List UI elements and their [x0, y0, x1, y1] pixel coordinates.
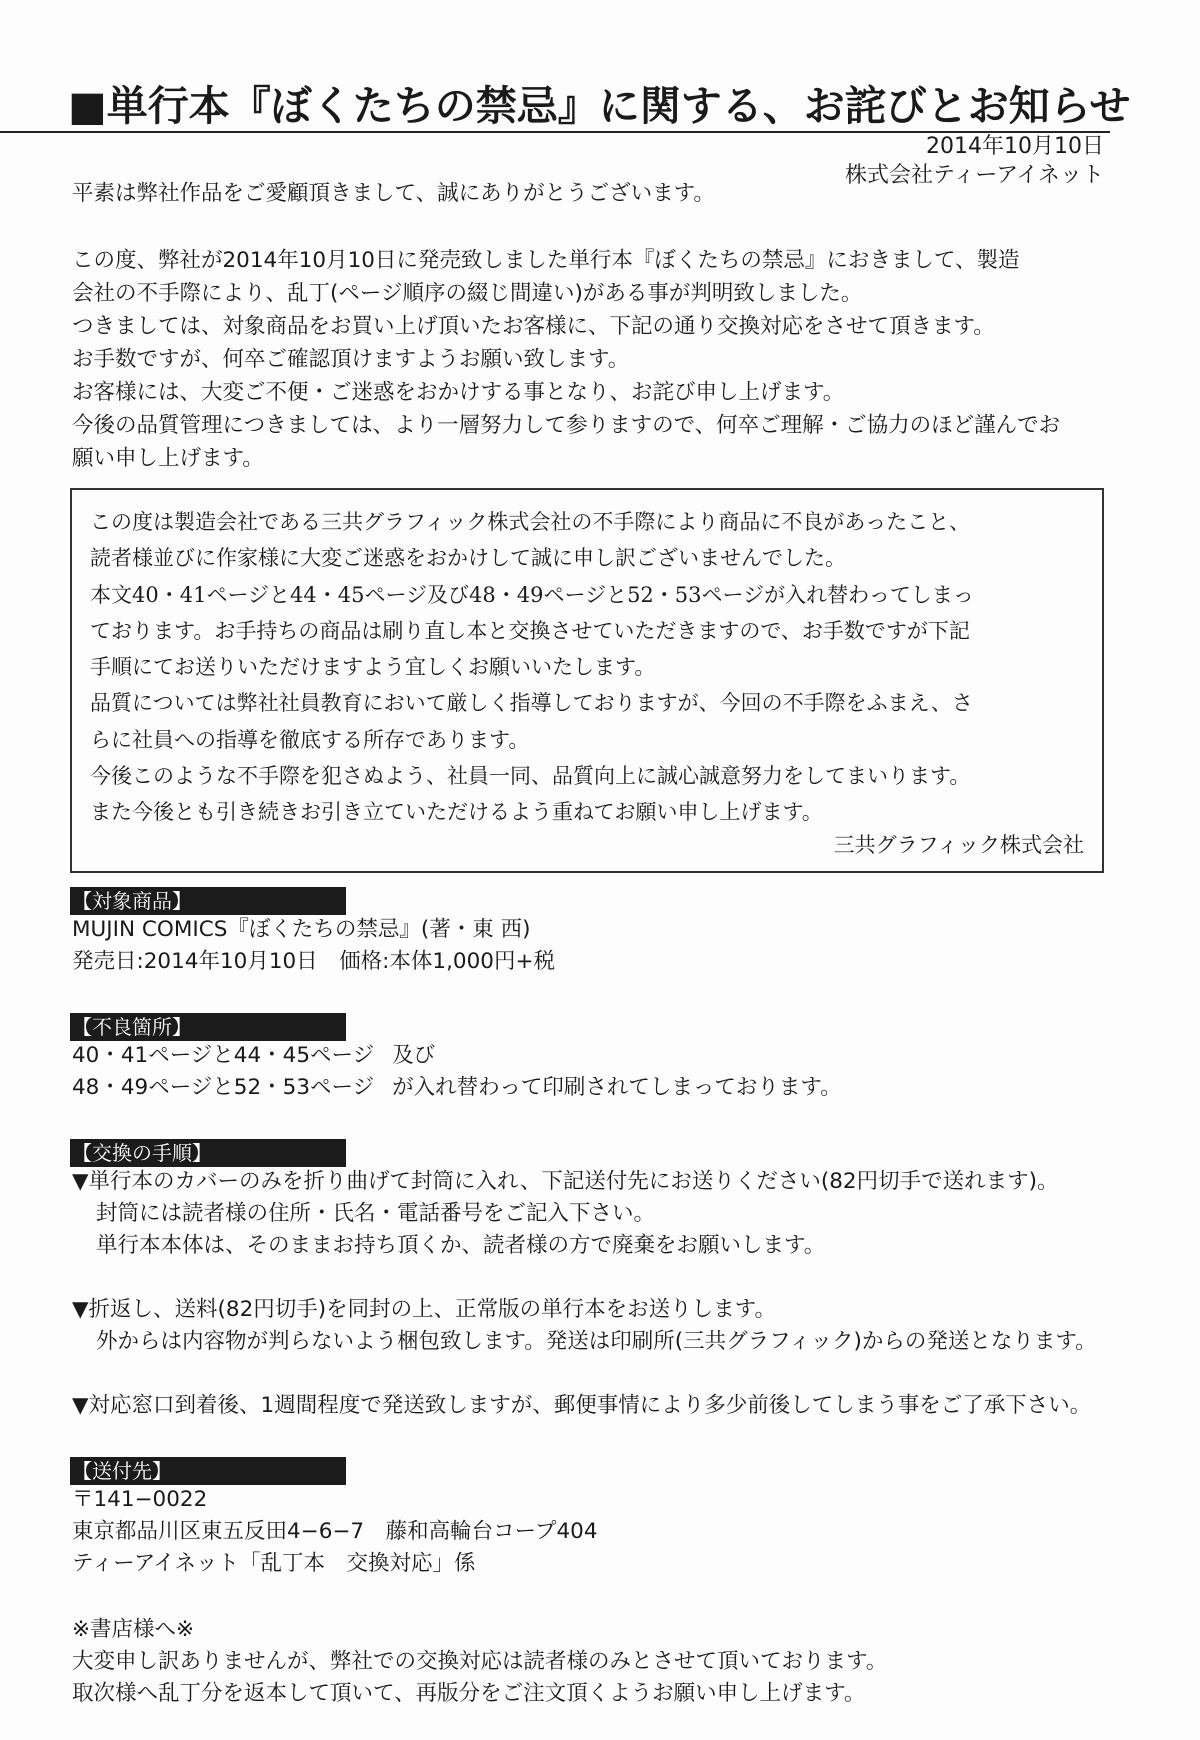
issue-date: 2014年10月10日 [926, 134, 1104, 159]
notice-line: 今後このような不手際を犯さぬよう、社員一同、品質向上に誠心誠意努力をしてまいります。 [90, 764, 971, 789]
intro-line: 会社の不手際により、乱丁(ページ順序の綴じ間違い)がある事が判明致しました。 [72, 281, 863, 306]
section-body-bookstore [72, 1614, 1152, 1710]
procedure-step-1-detail: 単行本本体は、そのままお持ち頂くか、読者様の方で廃棄をお願いします。 [96, 1233, 826, 1258]
notice-line: この度は製造会社である三共グラフィック株式会社の不手際により商品に不良があったこと、 [90, 510, 971, 534]
defect-pages-b: 48・49ページと52・53ページ [72, 1075, 375, 1100]
notice-line: 本文40・41ページと44・45ページ及び48・49ページと52・53ページが入れ替わってしまっ [90, 582, 974, 607]
product-line: MUJIN COMICS『ぼくたちの禁忌』(著・東 西) [72, 917, 531, 942]
notice-line: 読者様並びに作家様に大変ご迷惑をおかけして誠に申し訳ございませんでした。 [90, 546, 846, 571]
section-body-procedure [72, 1166, 1152, 1422]
defect-description: が入れ替わって印刷されてしまっております。 [392, 1075, 842, 1100]
bookstore-heading: ※書店様へ※ [72, 1617, 195, 1642]
bookstore-line: 大変申し訳ありませんが、弊社での交換対応は読者様のみとさせて頂いております。 [72, 1649, 888, 1674]
defect-line [72, 1072, 1152, 1104]
section-heading-address: 【送付先】 [70, 1457, 346, 1485]
procedure-step-2: ▼折返し、送料(82円切手)を同封の上、正常版の単行本をお送りします。 [72, 1297, 776, 1322]
address-recipient: ティーアイネット「乱丁本 交換対応」係 [72, 1551, 476, 1576]
address-street: 東京都品川区東五反田4−6−7 藤和高輪台コープ404 [72, 1519, 598, 1544]
section-body-defect [72, 1040, 1152, 1104]
intro-line: お客様には、大変ご不便・ご迷惑をおかけする事となり、お詫び申し上げます。 [72, 380, 845, 405]
intro-line: つきましては、対象商品をお買い上げ頂いたお客様に、下記の通り交換対応をさせて頂きます。 [72, 314, 995, 339]
section-body-product [72, 914, 1152, 978]
greeting-text: 平素は弊社作品をご愛顧頂きまして、誠にありがとうございます。 [72, 181, 715, 206]
section-body-address [72, 1484, 1152, 1580]
notice-line: らに社員への指導を徹底する所存であります。 [90, 727, 530, 752]
procedure-step-1: ▼単行本のカバーのみを折り曲げて封筒に入れ、下記送付先にお送りください(82円切手で送れます)。 [72, 1169, 1059, 1194]
notice-signature: 三共グラフィック株式会社 [833, 832, 1084, 857]
notice-line: また今後とも引き続きお引き立ていただけるよう重ねてお願い申し上げます。 [90, 800, 823, 825]
address-postal-code: 〒141−0022 [72, 1487, 208, 1512]
defect-conjunction: 及び [392, 1043, 436, 1068]
procedure-step-3: ▼対応窓口到着後、1週間程度で発送致しますが、郵便事情により多少前後してしまう事をご了承下さい。 [72, 1393, 1092, 1418]
section-heading-defect: 【不良箇所】 [70, 1013, 346, 1041]
bookstore-line: 取次様へ乱丁分を返本して頂いて、再版分をご注文頂くようお願い申し上げます。 [72, 1681, 866, 1706]
defect-line [72, 1040, 1152, 1072]
defect-pages-a: 40・41ページと44・45ページ [72, 1043, 375, 1068]
intro-line: お手数ですが、何卒ご確認頂けますようお願い致します。 [72, 347, 630, 372]
section-heading-product: 【対象商品】 [70, 887, 346, 915]
notice-line: 手順にてお送りいただけますよう宜しくお願いいたします。 [90, 655, 656, 680]
apology-notice-box [70, 488, 1104, 873]
issuer-company: 株式会社ティーアイネット [845, 163, 1104, 188]
product-line: 発売日:2014年10月10日 価格:本体1,000円+税 [72, 949, 555, 974]
intro-line: 願い申し上げます。 [72, 446, 264, 471]
procedure-step-2-detail: 外からは内容物が判らないよう梱包致します。発送は印刷所(三共グラフィック)からの発送となります。 [96, 1329, 1097, 1354]
notice-line: 品質については弊社社員教育において厳しく指導しておりますが、今回の不手際をふまえ、さ [90, 691, 973, 716]
section-heading-procedure: 【交換の手順】 [70, 1139, 346, 1167]
page-title: ■単行本『ぼくたちの禁忌』に関する、お詫びとお知らせ [68, 82, 1131, 130]
intro-line: 今後の品質管理につきましては、より一層努力して参りますので、何卒ご理解・ご協力のほど謹んでお [72, 413, 1061, 438]
procedure-step-1-detail: 封筒には読者様の住所・氏名・電話番号をご記入下さい。 [96, 1201, 656, 1226]
notice-line: ております。お手持ちの商品は刷り直し本と交換させていただきますので、お手数ですが下記 [90, 618, 970, 643]
intro-line: この度、弊社が2014年10月10日に発売致しました単行本『ぼくたちの禁忌』におきまして、製造 [72, 248, 1020, 273]
intro-paragraph [72, 244, 1132, 475]
